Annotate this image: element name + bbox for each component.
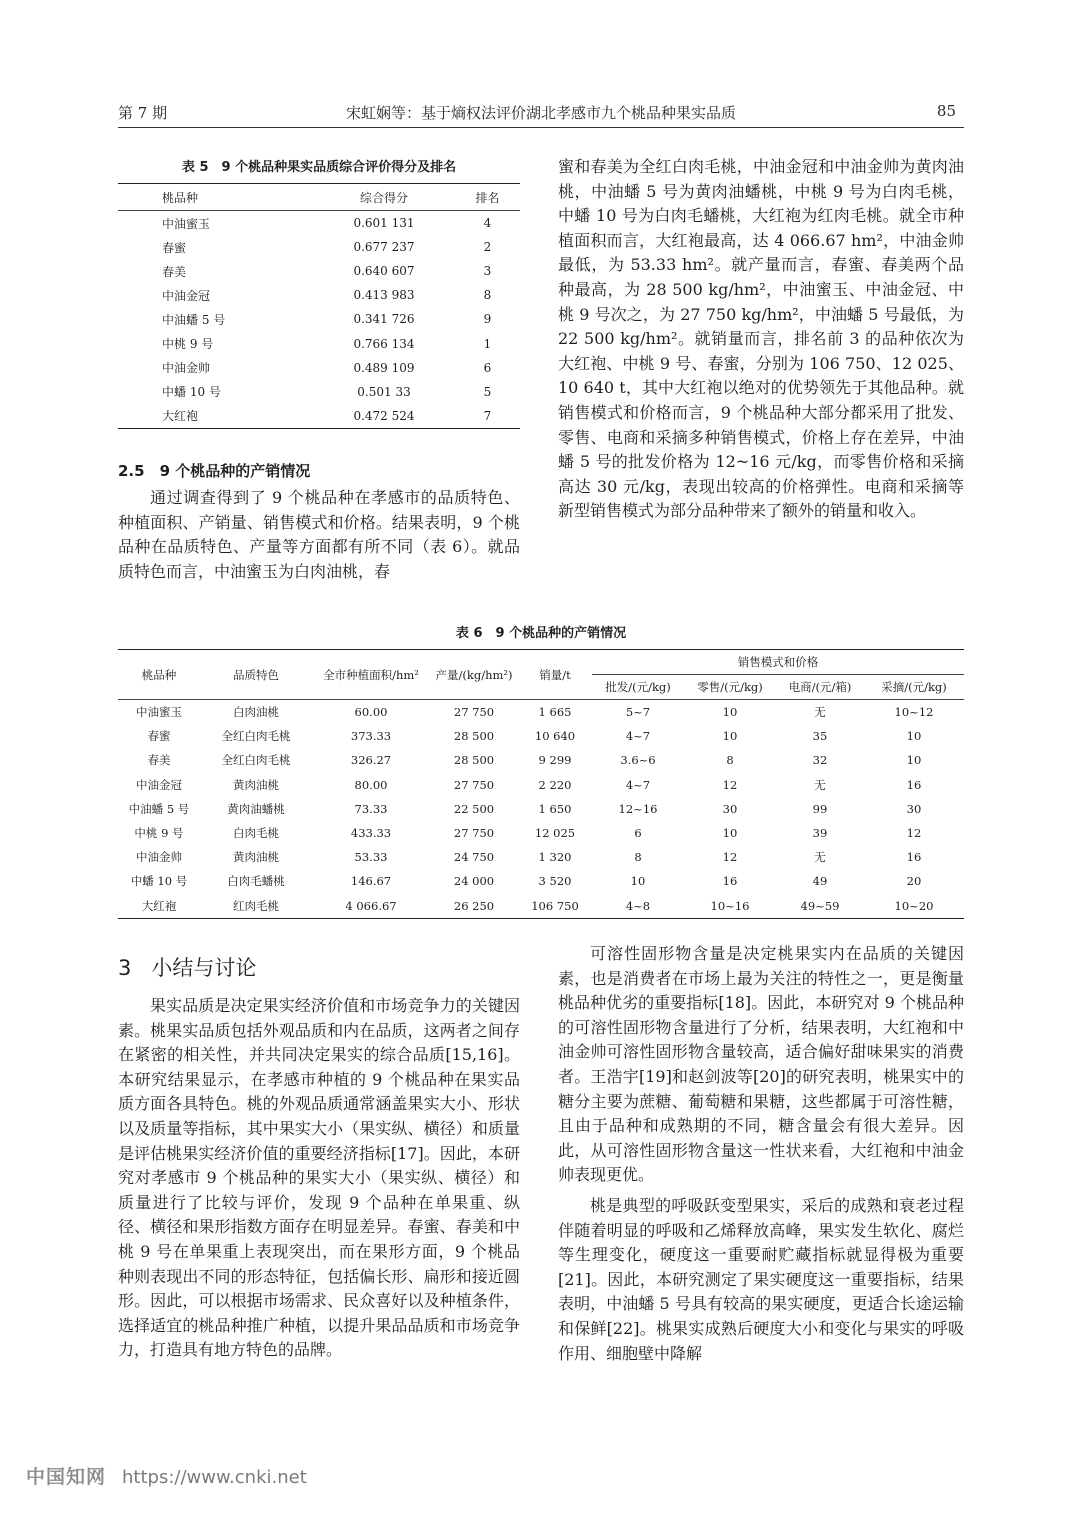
table-cell: 无 <box>814 850 826 865</box>
table-cell: 12 <box>906 826 922 841</box>
running-header <box>118 98 964 126</box>
page-number: 85 <box>936 102 956 120</box>
table-cell: 全红白肉毛桃 <box>221 753 291 768</box>
table-cell: 1 <box>483 336 492 351</box>
table-5-header: 桃品种 <box>118 184 313 211</box>
table-6-header: 产量/(kg/hm²) <box>430 650 518 700</box>
table-cell: 1 320 <box>538 850 572 865</box>
table-6-group-header: 销售模式和价格 <box>592 650 964 675</box>
table-cell: 3 <box>483 264 492 279</box>
table-cell: 10~12 <box>894 705 934 720</box>
table-cell: 0.489 109 <box>353 360 415 375</box>
table-5 <box>118 156 520 429</box>
section-2-5-heading: 2.5 9 个桃品种的产销情况 <box>118 462 311 480</box>
table-cell: 35 <box>812 729 828 744</box>
table-cell: 中桃 9 号 <box>162 337 214 352</box>
table-cell: 0.341 726 <box>353 312 415 327</box>
table-cell: 53.33 <box>354 850 388 865</box>
table-row <box>118 869 964 893</box>
paragraph: 果实品质是决定果实经济价值和市场竞争力的关键因素。桃果实品质包括外观品质和内在品质，这两者之间存在紧密的相关性，并共同决定果实的综合品质[15,16]。本研究结果显示，在孝感市种植的 9 个桃品种在果实品质方面各具特色。桃的外观品质通常涵盖果实大小、形状以及质量等指标，其中果实大小（果实纵、横径）和质量是评估桃果实经济价值的重要经济指标[17]。因此，本研究对孝感市 9 个桃品种的果实大小（果实纵、横径）和质量进行了比较与评价，发现 9 个品种在单果重、纵径、横径和果形指数方面存在明显差异。春蜜、春美和中桃 9 号在单果重上表现突出，而在果形方面，9 个桃品种则表现出不同的形态特征，包括偏长形、扁形和接近圆形。因此，可以根据市场需求、民众喜好以及种植条件，选择适宜的桃品种推广种植，以提升果品品质和市场竞争力，打造具有地方特色的品牌。 <box>118 996 520 1360</box>
table-row <box>118 845 964 869</box>
table-cell: 春美 <box>162 264 187 279</box>
table-cell: 4~8 <box>625 898 651 913</box>
table-cell: 大红袍 <box>141 898 177 913</box>
table-row <box>118 404 520 429</box>
table-cell: 红肉毛桃 <box>233 898 279 913</box>
table-cell: 3.6~6 <box>620 753 656 768</box>
table-cell: 10 <box>630 874 646 889</box>
table-cell: 10 <box>906 729 922 744</box>
table-cell: 4 066.67 <box>345 898 397 913</box>
table-cell: 60.00 <box>354 705 388 720</box>
table-cell: 中油金冠 <box>136 777 182 792</box>
table-cell: 10~20 <box>894 898 934 913</box>
table-cell: 9 299 <box>538 753 572 768</box>
table-cell: 22 500 <box>453 801 495 816</box>
table-cell: 373.33 <box>350 729 392 744</box>
table-cell: 99 <box>812 801 828 816</box>
table-5-caption: 表 5 9 个桃品种果实品质综合评价得分及排名 <box>181 160 457 175</box>
table-cell: 0.413 983 <box>353 288 415 303</box>
table-cell: 1 665 <box>538 705 572 720</box>
table-cell: 4 <box>483 216 492 231</box>
table-cell: 106 750 <box>531 898 579 913</box>
table-6-header: 批发/(元/kg) <box>592 675 684 700</box>
table-cell: 30 <box>722 801 738 816</box>
issue-number: 第 7 期 <box>118 104 168 122</box>
table-6-header: 全市种植面积/hm² <box>312 650 430 700</box>
table-6-header: 采摘/(元/kg) <box>864 675 964 700</box>
table-cell: 大红袍 <box>162 409 199 424</box>
section-3-heading <box>118 952 256 982</box>
table-cell: 30 <box>906 801 922 816</box>
table-row <box>118 356 520 380</box>
table-cell: 7 <box>483 408 492 423</box>
table-cell: 黄肉油蟠桃 <box>227 801 285 816</box>
table-cell: 全红白肉毛桃 <box>221 729 291 744</box>
table-cell: 6 <box>483 360 492 375</box>
header-rule <box>118 127 964 128</box>
section-3-right-column <box>558 942 964 1366</box>
table-cell: 0.501 33 <box>357 384 411 399</box>
table-row <box>118 259 520 283</box>
table-5-header: 排名 <box>455 184 520 211</box>
table-6-caption: 表 6 9 个桃品种的产销情况 <box>455 626 627 641</box>
table-cell: 0.472 524 <box>353 408 415 423</box>
table-cell: 27 750 <box>453 777 495 792</box>
table-cell: 8 <box>483 288 492 303</box>
table-cell: 16 <box>722 874 738 889</box>
table-6 <box>118 622 964 919</box>
table-cell: 中油金冠 <box>162 288 211 303</box>
table-cell: 春蜜 <box>162 240 187 255</box>
table-cell: 26 250 <box>453 898 495 913</box>
paragraph: 通过调查得到了 9 个桃品种在孝感市的品质特色、种植面积、产销量、销售模式和价格。结果表明，9 个桃品种在品质特色、产量等方面都有所不同（表 6）。就品质特色而言，中油蜜玉为白肉油桃，春 <box>118 488 520 581</box>
table-row <box>118 700 964 725</box>
table-cell: 黄肉油桃 <box>233 850 279 865</box>
paragraph: 可溶性固形物含量是决定桃果实内在品质的关键因素，也是消费者在市场上最为关注的特性之一，更是衡量桃品种优劣的重要指标[18]。因此，本研究对 9 个桃品种的可溶性固形物含量进行了分析，结果表明，大红袍和中油金帅可溶性固形物含量较高，适合偏好甜味果实的消费者。王浩宇[19]和赵剑波等[20]的研究表明，桃果实中的糖分主要为蔗糖、葡萄糖和果糖，这些都属于可溶性糖，且由于品种和成熟期的不同，糖含量会有很大差异。因此，从可溶性固形物含量这一性状来看，大红袍和中油金帅表现更优。 <box>558 944 964 1185</box>
table-cell: 春蜜 <box>147 729 171 744</box>
table-cell: 中蟠 10 号 <box>162 385 221 400</box>
table-cell: 白肉油桃 <box>233 705 279 720</box>
table-cell: 9 <box>483 312 492 327</box>
table-cell: 146.67 <box>350 874 392 889</box>
table-cell: 8 <box>634 850 642 865</box>
table-cell: 2 220 <box>538 777 572 792</box>
table-cell: 6 <box>634 826 642 841</box>
table-cell: 中油金帅 <box>162 361 211 376</box>
table-cell: 中油蟠 5 号 <box>162 312 226 327</box>
table-cell: 春美 <box>147 753 171 768</box>
cnki-url: https://www.cnki.net <box>122 1467 307 1488</box>
table-cell: 12 <box>722 850 738 865</box>
table-row <box>118 380 520 404</box>
table-cell: 4~7 <box>625 729 651 744</box>
cnki-logo: 中国知网 <box>26 1466 107 1488</box>
table-cell: 10 <box>722 826 738 841</box>
section-2-5-right-column <box>558 155 964 524</box>
table-row <box>118 307 520 331</box>
table-row <box>118 331 520 355</box>
table-cell: 3 520 <box>538 874 572 889</box>
table-cell: 49~59 <box>800 898 840 913</box>
running-title: 宋虹娴等：基于熵权法评价湖北孝感市九个桃品种果实品质 <box>345 104 736 122</box>
table-row <box>118 821 964 845</box>
table-cell: 中桃 9 号 <box>134 826 184 841</box>
table-row <box>118 748 964 772</box>
table-cell: 中油蜜玉 <box>136 705 182 720</box>
table-row <box>118 235 520 259</box>
table-cell: 12 025 <box>534 826 576 841</box>
table-cell: 0.677 237 <box>353 240 415 255</box>
table-cell: 白肉毛蟠桃 <box>227 874 285 889</box>
table-row <box>118 724 964 748</box>
table-cell: 5 <box>483 384 492 399</box>
table-6-header: 桃品种 <box>118 650 200 700</box>
table-cell: 10 <box>906 753 922 768</box>
table-row <box>118 773 964 797</box>
table-cell: 32 <box>812 753 828 768</box>
section-3-number: 3 <box>118 956 132 980</box>
table-cell: 39 <box>812 826 828 841</box>
table-6-header: 品质特色 <box>200 650 312 700</box>
table-5-grid <box>118 183 520 429</box>
table-cell: 无 <box>814 777 826 792</box>
table-cell: 433.33 <box>350 826 392 841</box>
table-cell: 黄肉油桃 <box>233 777 279 792</box>
table-cell: 20 <box>906 874 922 889</box>
table-cell: 12 <box>722 777 738 792</box>
table-cell: 27 750 <box>453 826 495 841</box>
table-6-header: 零售/(元/kg) <box>684 675 776 700</box>
table-cell: 73.33 <box>354 801 388 816</box>
section-3-title: 小结与讨论 <box>151 956 257 980</box>
table-cell: 12~16 <box>618 801 658 816</box>
table-6-header: 电商/(元/箱) <box>776 675 864 700</box>
table-cell: 80.00 <box>354 777 388 792</box>
table-cell: 0.766 134 <box>353 336 415 351</box>
table-cell: 8 <box>726 753 734 768</box>
table-cell: 2 <box>483 240 492 255</box>
table-cell: 10 640 <box>534 729 576 744</box>
table-row <box>118 797 964 821</box>
table-cell: 中油金帅 <box>136 850 182 865</box>
table-cell: 24 000 <box>453 874 495 889</box>
table-cell: 1 650 <box>538 801 572 816</box>
table-cell: 0.640 607 <box>353 264 415 279</box>
table-cell: 5~7 <box>625 705 651 720</box>
table-cell: 326.27 <box>350 753 392 768</box>
table-cell: 10 <box>722 729 738 744</box>
table-row <box>118 283 520 307</box>
cnki-watermark <box>26 1462 307 1489</box>
table-cell: 28 500 <box>453 753 495 768</box>
table-cell: 中油蜜玉 <box>162 216 211 231</box>
table-cell: 白肉毛桃 <box>233 826 279 841</box>
table-cell: 10~16 <box>710 898 750 913</box>
section-3-left-column <box>118 994 520 1363</box>
table-row <box>118 894 964 919</box>
table-cell: 0.601 131 <box>353 216 415 231</box>
table-cell: 28 500 <box>453 729 495 744</box>
table-cell: 24 750 <box>453 850 495 865</box>
table-cell: 10 <box>722 705 738 720</box>
table-6-grid <box>118 649 964 919</box>
table-cell: 27 750 <box>453 705 495 720</box>
table-cell: 4~7 <box>625 777 651 792</box>
table-cell: 16 <box>906 777 922 792</box>
table-cell: 49 <box>812 874 828 889</box>
table-5-header: 综合得分 <box>313 184 455 211</box>
table-6-header: 销量/t <box>518 650 592 700</box>
paragraph: 蜜和春美为全红白肉毛桃，中油金冠和中油金帅为黄肉油桃，中油蟠 5 号为黄肉油蟠桃，中桃 9 号为白肉毛桃，中蟠 10 号为白肉毛蟠桃，大红袍为红肉毛桃。就全市种植面积而言，大红袍最高，达 4 066.67 hm²，中油金帅最低，为 53.33 hm²。就产量而言，春蜜、春美两个品种最高，为 28 500 kg/hm²，中油蜜玉、中油金冠、中桃 9 号次之，为 27 750 kg/hm²，中油蟠 5 号最低，为 22 500 kg/hm²。就销量而言，排名前 3 的品种依次为大红袍、中桃 9 号、春蜜，分别为 106 750、12 025、10 640 t，其中大红袍以绝对的优势领先于其他品种。就销售模式和价格而言，9 个桃品种大部分都采用了批发、零售、电商和采摘多种销售模式，价格上存在差异，中油蟠 5 号的批发价格为 12~16 元/kg，而零售价格和采摘高达 30 元/kg，表现出较高的价格弹性。电商和采摘等新型销售模式为部分品种带来了额外的销量和收入。 <box>558 157 964 521</box>
section-2-5-left-column <box>118 486 520 584</box>
table-cell: 16 <box>906 850 922 865</box>
paragraph: 桃是典型的呼吸跃变型果实，采后的成熟和衰老过程伴随着明显的呼吸和乙烯释放高峰，果实发生软化、腐烂等生理变化，硬度这一重要耐贮藏指标就显得极为重要[21]。因此，本研究测定了果实硬度这一重要指标，结果表明，中油蟠 5 号具有较高的果实硬度，更适合长途运输和保鲜[22]。桃果实成熟后硬度大小和变化与果实的呼吸作用、细胞壁中降解 <box>558 1195 964 1363</box>
table-row <box>118 211 520 236</box>
table-cell: 无 <box>814 705 826 720</box>
table-cell: 中蟠 10 号 <box>130 874 188 889</box>
table-cell: 中油蟠 5 号 <box>128 801 190 816</box>
